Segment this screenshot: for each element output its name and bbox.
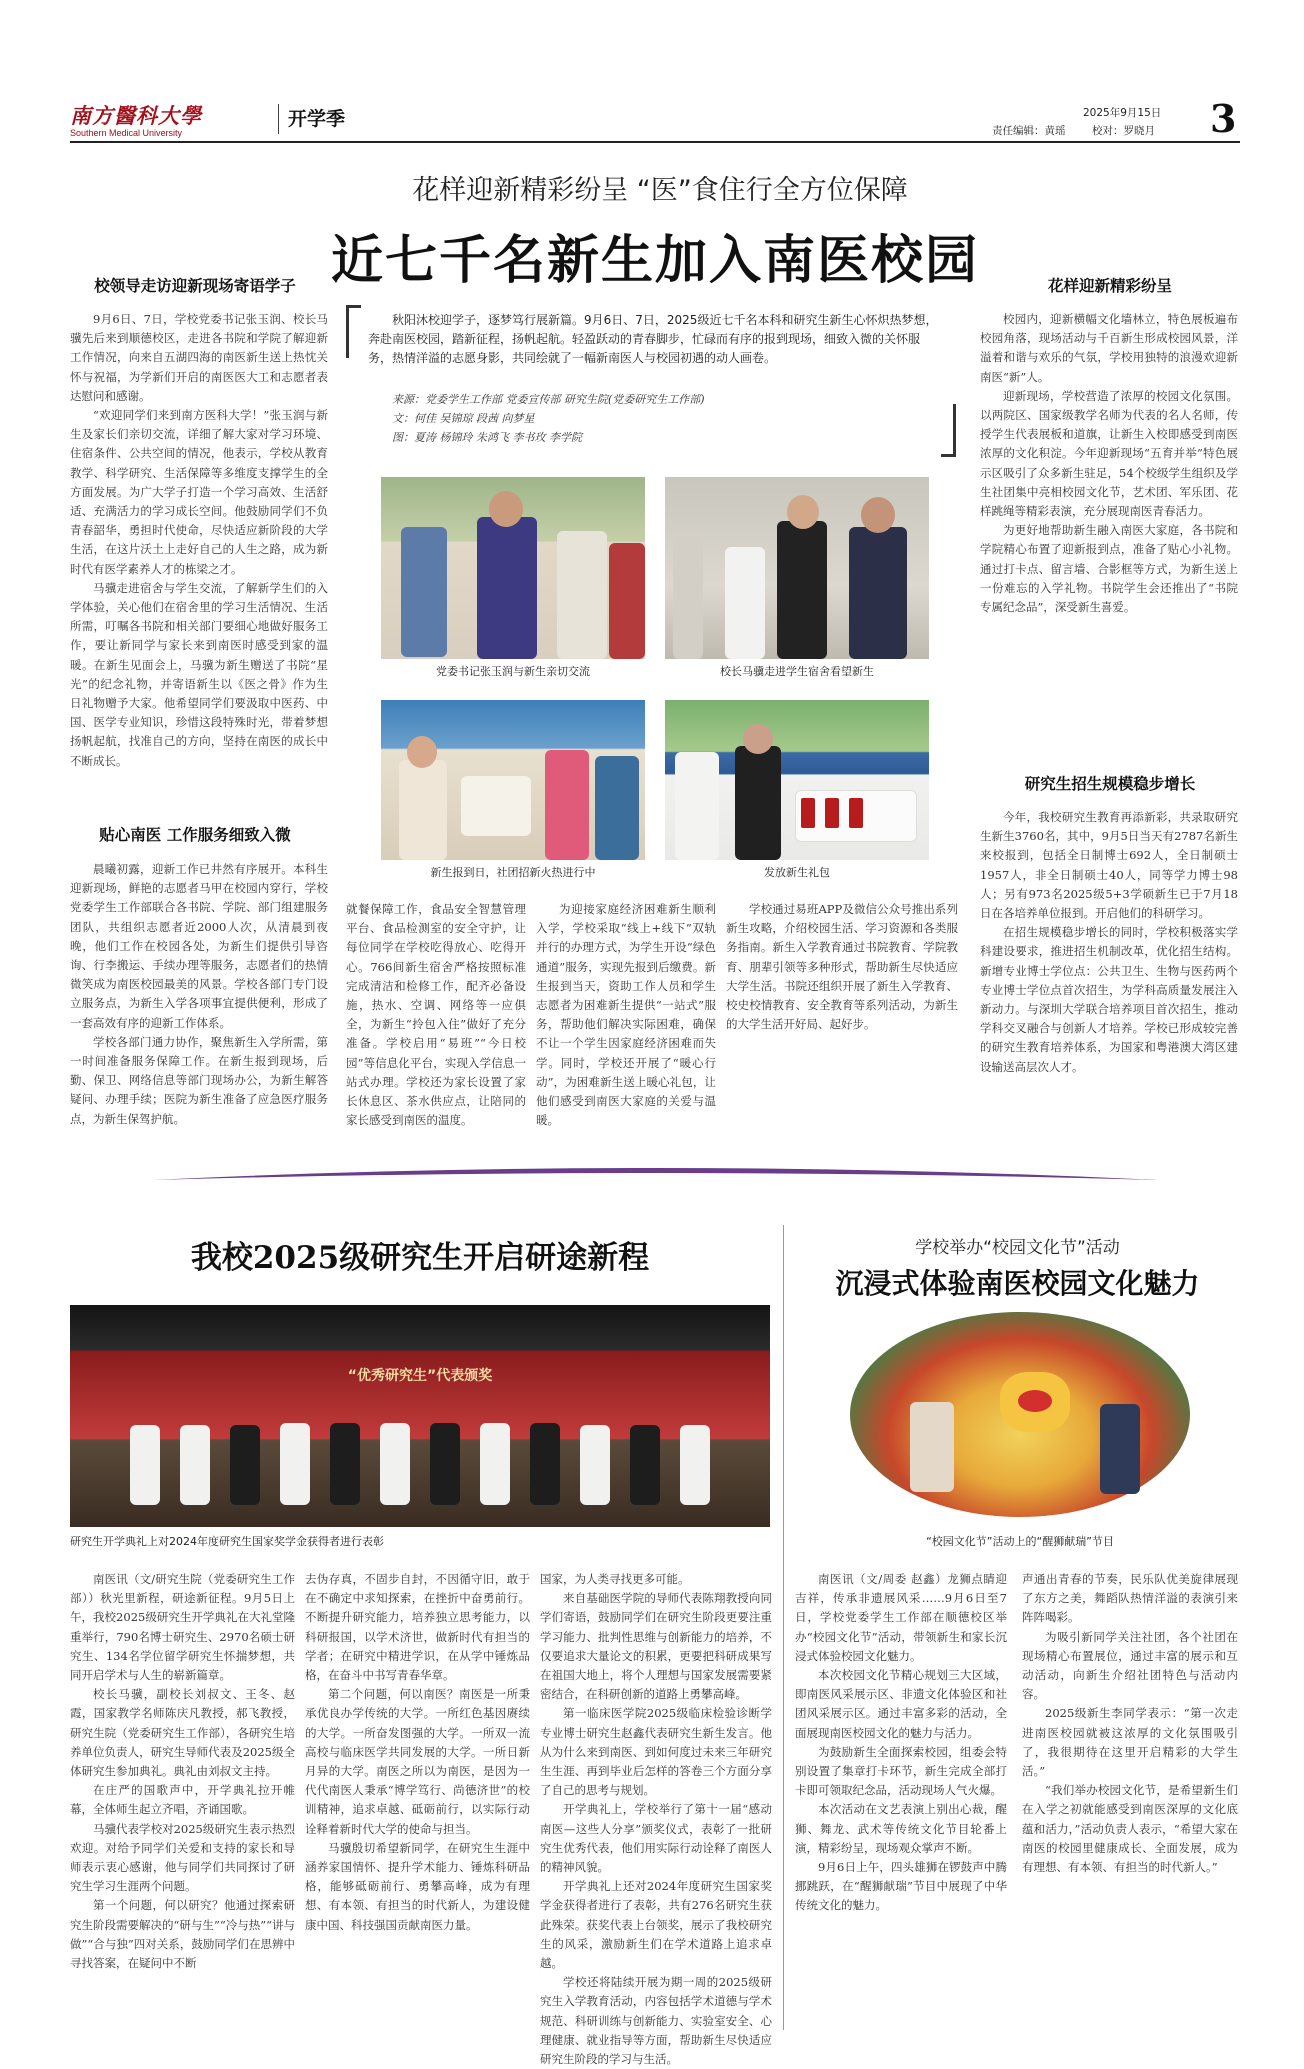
paragraph: 开学典礼上，学校举行了第十一届“感动南医—这些人分享”颁奖仪式，表彰了一批研究生优秀代表，他们用实际行动诠释了南医人的精神风貌。 — [540, 1802, 772, 1875]
caption-graduate-ceremony: 研究生开学典礼上对2024年度研究生国家奖学金获得者进行表彰 — [70, 1535, 384, 1548]
paragraph: 第二个问题，何以南医？南医是一所秉承优良办学传统的大学。一所红色基因赓续的大学。一所奋发图强的大学。一所双一流高校与临床医学共同发展的大学。一所日新月异的大学。南医之所以为南医，是因为一代代南医人秉承“博学笃行、尚德济世”的校训精神，追求卓越、砥砺前行，以实际行动诠释着新时代大学的使命与担当。 — [305, 1687, 530, 1836]
paragraph: 马骥殷切希望新同学，在研究生生涯中涵养家国情怀、提升学术能力、锤炼科研品格，能够砥砺前行、勇攀高峰，成为有理想、有本领、有担当的时代新人，为建设健康中国、科技强国贡献南医力量。 — [305, 1840, 530, 1932]
intro-text: 秋阳沐校迎学子，逐梦笃行展新篇。9月6日、7日，2025级近七千名本科和研究生新生心怀炽热梦想，奔赴南医校园，踏新征程，扬帆起航。轻盈跃动的青春脚步，忙碌而有序的报到现场，细致入微的关怀服务，热情洋溢的志愿身影，共同绘就了一幅新南医人与校园初遇的动人画卷。 — [368, 313, 938, 365]
photo-gift-packs — [665, 700, 929, 860]
paragraph: 在招生规模稳步增长的同时，学校积极落实学科建设要求，推进招生机制改革，优化招生结构。新增专业博士学位点：公共卫生、生物与医药两个专业博士学位点首次招生，为学科高质量发展注入新动力。与深圳大学联合培养项目首次招生，推动学科交叉融合与创新人才培养。学校已形成较完善的研究生教育培养体系，为国家和粤港澳大湾区建设输送高层次人才。 — [980, 925, 1238, 1074]
middle-column-3 — [726, 900, 958, 1150]
paragraph: 迎新现场，学校营造了浓厚的校园文化氛围。以两院区、国家级教学名师为代表的名人名师，传授学生代表展板和道旗，让新生入校即感受到南医浓厚的文化积淀。今年迎新现场“五育并举”特色展示区吸引了众多新生驻足，54个校级学生组织及学生社团集中亮相校园文化节，艺术团、军乐团、花样跳绳等精彩表演，充分展现南医青春活力。 — [980, 388, 1238, 519]
issue-date: 2025年9月15日 — [1083, 107, 1162, 119]
paragraph: 在庄严的国歌声中，开学典礼拉开帷幕，全体师生起立齐唱，齐诵国歌。 — [70, 1783, 295, 1817]
culture-column-1 — [795, 1570, 1007, 2030]
culture-kicker: 学校举办“校园文化节”活动 — [915, 1238, 1120, 1258]
paragraph: 开学典礼上还对2024年度研究生国家奖学金获得者进行了表彰，共有276名研究生获此殊荣。获奖代表上台领奖，展示了我校研究生的风采，激励新生们在学术道路上追求卓越。 — [540, 1879, 772, 1971]
subhead-welcome-activities: 花样迎新精彩纷呈 — [1047, 277, 1172, 295]
paragraph: 为鼓励新生全面探索校园，组委会特别设置了集章打卡环节，新生完成全部打卡即可领取纪念品，活动现场人气火爆。 — [795, 1744, 1007, 1798]
masthead-rule — [70, 141, 1240, 143]
culture-column-2 — [1022, 1570, 1238, 2030]
middle-column-1 — [346, 900, 526, 1150]
right-column-article-1 — [980, 310, 1238, 730]
intro-source: 来源：党委学生工作部 党委宣传部 研究生院(党委研究生工作部) — [392, 393, 705, 406]
intro-box — [346, 305, 956, 457]
subhead-graduate-enrollment: 研究生招生规模稳步增长 — [1024, 775, 1196, 793]
paragraph: 为更好地帮助新生融入南医大家庭，各书院和学院精心布置了迎新报到点，准备了贴心小礼物。通过打卡点、留言墙、合影框等方式，为新生送上一份难忘的入学礼物。书院学生会还推出了“书院专属纪念品”，深受新生喜爱。 — [980, 523, 1238, 615]
culture-headline: 沉浸式体验南医校园文化魅力 — [835, 1267, 1200, 1300]
photo-graduate-ceremony — [70, 1305, 770, 1527]
paragraph: 国家，为人类寻找更多可能。 — [540, 1572, 690, 1586]
paragraph: 为吸引新同学关注社团，各个社团在现场精心布置展位，通过丰富的展示和互动活动，向新生介绍社团特色与活动内容。 — [1022, 1629, 1238, 1702]
paragraph: 学校通过易班APP及微信公众号推出系列新生攻略，介绍校园生活、学习资源和各类服务指南。新生入学教育通过书院教育、学院教育、朋辈引领等多种形式，帮助新生尽快适应大学生活。书院还组织开展了新生入学教育、校史校情教育、安全教育等系列活动，为新生的大学生活开好局、起好步。 — [726, 902, 958, 1032]
caption-lion-dance: “校园文化节”活动上的“醒狮献瑞”节目 — [926, 1535, 1114, 1548]
photo-lion-dance — [850, 1312, 1190, 1517]
paragraph: 来自基础医学院的导师代表陈翔教授向同学们寄语，鼓励同学们在研究生阶段更要注重学习能力、批判性思维与创新能力的培养，不仅要追求大量论文的积累，更要把科研成果写在祖国大地上，将个人理想与国家发展需要紧密结合，在科研创新的道路上勇攀高峰。 — [540, 1591, 772, 1702]
caption-club-recruit: 新生报到日，社团招新火热进行中 — [430, 866, 596, 879]
paragraph: 南医讯（文/研究生院（党委研究生工作部））秋光里新程，研途新征程。9月5日上午，我校2025级研究生开学典礼在大礼堂隆重举行，790名博士研究生、2970名硕士研究生、134名学位留学研究生怀揣梦想，共同开启学术与人生的崭新篇章。 — [70, 1572, 295, 1683]
paragraph: 学校各部门通力协作，聚焦新生入学所需，第一时间准备服务保障工作。在新生报到现场，后勤、保卫、网络信息等部门现场办公，为新生解答疑问、办理手续；医院为新生准备了应急医疗服务点，为新生保驾护航。 — [70, 1034, 328, 1126]
left-column-article-1 — [70, 310, 328, 771]
paragraph: 9月6日、7日，学校党委书记张玉润、校长马骥先后来到顺德校区，走进各书院和学院了解迎新工作情况，向来自五湖四海的南医新生送上热忱关怀与祝福，为学新们开启的南医医大工和志愿者表达慰问和感谢。 — [70, 312, 328, 403]
paragraph: 今年，我校研究生教育再添新彩，共录取研究生新生3760名，其中，9月5日当天有2787名新生来校报到，包括全日制博士692人，全日制硕士1957人，非全日制硕士40人，同等学力博士98人；另有973名2025级5+3学硕新生已于7月18日在各培养单位报到。开启他们的科研学习。 — [980, 810, 1238, 921]
section-divider — [150, 1160, 1160, 1194]
graduate-column-1 — [70, 1570, 295, 2030]
middle-column-2 — [536, 900, 716, 1150]
logo-cn: 南方醫科大學 — [70, 103, 202, 128]
lead-kicker: 花样迎新精彩纷呈 “医”食住行全方位保障 — [412, 175, 908, 206]
paragraph: 为迎接家庭经济困难新生顺利入学，学校采取“线上+线下”双轨并行的办理方式，为学生开设“绿色通道”服务，实现先报到后缴费。新生报到当天，资助工作人员和学生志愿者为困难新生提供“一站式”服务，帮助他们解决实际困难，确保不让一个学生因家庭经济困难而失学。同时，学校还开展了“暖心行动”，为困难新生送上暖心礼包，让他们感受到南医大家庭的关爱与温暖。 — [536, 902, 716, 1128]
university-logo — [70, 100, 202, 138]
intro-authors: 文：何佳 吴锦琼 段茜 向梦星 — [392, 412, 535, 425]
logo-en: Southern Medical University — [70, 128, 183, 138]
intro-bracket-left — [346, 305, 361, 358]
photo-party-secretary — [381, 477, 645, 659]
bottom-column-rule — [783, 1225, 784, 2030]
paragraph: 第一个问题，何以研究？他通过探索研究生阶段需要解决的“研与生”“冷与热”“讲与做”“合与独”四对关系，鼓励同学们在思辨中寻找答案，在疑问中不断 — [70, 1898, 295, 1971]
paragraph: 学校还将陆续开展为期一周的2025级研究生入学教育活动，内容包括学术道德与学术规范、科研训练与创新能力、实验室安全、心理健康、就业指导等方面，帮助新生尽快适应研究生阶段的学习与生活。 — [540, 1975, 772, 2067]
paragraph: 就餐保障工作，食品安全智慧管理平台、食品检测室的安全守护，让每位同学在学校吃得放心、吃得开心。766间新生宿舍严格按照标准完成清洁和检修工作，配齐必备设施，热水、空调、网络等一应俱全，为新生“拎包入住”做好了充分准备。学校启用“易班”“今日校园”等信息化平台，实现入学信息一站式办理。学校还为家长设置了家长休息区、茶水供应点，让陪同的家长感受到南医的温度。 — [346, 902, 526, 1128]
responsible-editor: 责任编辑：黄瑶 — [992, 125, 1066, 137]
paragraph: 本次校园文化节精心规划三大区域，即南医风采展示区、非遗文化体验区和社团风采展示区。通过丰富多彩的活动，全面展现南医校园文化的魅力与活力。 — [795, 1668, 1007, 1740]
paragraph: 马骥走进宿舍与学生交流，了解新学生们的入学体验，关心他们在宿舍里的学习生活情况、生活所需，叮嘱各书院和相关部门要细心地做好服务工作，要让新同学与家长来到南医时感受到家的温暖。在新生见面会上，马骥为新生赠送了书院“星光”的纪念礼物，并寄语新生以《医之骨》作为生日礼物赠予大家。他希望同学们要汲取中医药、中国、医学专业知识，珍惜这段特殊时光，带着梦想扬帆起航，找准自己的方向，坚持在南医的成长中不断成长。 — [70, 580, 328, 768]
photo-president-dorm — [665, 477, 929, 659]
proofreader: 校对：罗晓月 — [1092, 125, 1155, 137]
paragraph: 9月6日上午，四头雄狮在锣鼓声中腾挪跳跃，在“醒狮献瑞”节目中展现了中华传统文化的魅力。 — [795, 1860, 1007, 1913]
paragraph: 第一临床医学院2025级临床检验诊断学专业博士研究生赵鑫代表研究生新生发言。他从为什么来到南医、到如何度过未来三年研究生生涯、再到毕业后怎样的答卷三个方面分享了自己的思考与规划。 — [540, 1706, 772, 1798]
caption-gift-packs: 发放新生礼包 — [764, 866, 830, 879]
graduate-headline: 我校2025级研究生开启研途新程 — [190, 1240, 650, 1276]
lead-headline: 近七千名新生加入南医校园 — [330, 230, 979, 291]
paragraph: 本次活动在文艺表演上别出心裁，醒狮、舞龙、武术等传统文化节目轮番上演，精彩纷呈，现场观众掌声不断。 — [795, 1802, 1007, 1855]
graduate-column-2 — [305, 1570, 530, 2030]
paragraph: 去伪存真，不固步自封，不因循守旧，敢于在不确定中求知探索，在挫折中奋勇前行。不断提升研究能力，培养独立思考能力，以科研报国，以学术济世，做新时代有担当的学者；在研究中精进学识，在从学中锤炼品格，在奋斗中书写青春华章。 — [305, 1572, 530, 1683]
graduate-column-3-main — [540, 1570, 772, 2067]
paragraph: 晨曦初露，迎新工作已井然有序展开。本科生迎新现场，鲜艳的志愿者马甲在校园内穿行，学校党委学生工作部联合各书院、学院、部门组建服务团队，共组织志愿者近2000人次，从清晨到夜晚，他们工作在校园各处，为新生们提供引导咨询、行李搬运、手续办理等服务，志愿者们的热情微笑成为南医校园最美的风景。学校各部门专门设立服务点，为新生入学各项事宜提供便利，形成了一套高效有序的迎新工作体系。 — [70, 862, 328, 1030]
paragraph: “我们举办校园文化节，是希望新生们在入学之初就能感受到南医深厚的文化底蕴和活力，”活动负责人表示，“希望大家在南医的校园里健康成长、全面发展，成为有理想、有本领、有担当的时代新人。” — [1022, 1783, 1238, 1875]
ceremony-banner: “优秀研究生”代表颁奖 — [347, 1368, 493, 1384]
paragraph: 声通出青春的节奏，民乐队优美旋律展现了东方之美，舞蹈队热情洋溢的表演引来阵阵喝彩。 — [1022, 1572, 1238, 1625]
page-number: 3 — [1210, 96, 1237, 141]
caption-party-secretary: 党委书记张玉润与新生亲切交流 — [436, 665, 590, 678]
subhead-leaders-visit: 校领导走访迎新现场寄语学子 — [94, 277, 296, 295]
section-title: 开学季 — [288, 108, 346, 130]
left-column-article-2 — [70, 860, 328, 1160]
caption-president-dorm: 校长马骥走进学生宿舍看望新生 — [720, 665, 874, 678]
paragraph: 马骥代表学校对2025级研究生表示热烈欢迎。对给予同学们关爱和支持的家长和导师表示衷心感谢，他与同学们共同探讨了研究生学习生涯两个问题。 — [70, 1821, 295, 1894]
right-column-article-2 — [980, 808, 1238, 1158]
subhead-service: 贴心南医 工作服务细致入微 — [99, 826, 291, 844]
paragraph: 校园内，迎新横幅文化墙林立，特色展板遍布校园角落，现场活动与千百新生形成校园风景，洋溢着和谐与欢乐的气氛，学校用独特的浪漫欢迎新南医“新”人。 — [980, 312, 1238, 384]
intro-bracket-right — [941, 404, 956, 457]
paragraph: 校长马骥，副校长刘叔文、王冬、赵霞，国家教学名师陈庆凡教授，郝飞教授，研究生院（党委研究生工作部），各研究生培养单位负责人，研究生导师代表及2025级全体研究生参加典礼。典礼由刘叔文主持。 — [70, 1687, 295, 1779]
paragraph: “欢迎同学们来到南方医科大学！”张玉润与新生及家长们亲切交流，详细了解大家对学习环境、住宿条件、公共空间的情况，他表示，学校从教育教学、科学研究、生活保障等多维度支撑学生的全方面发展。为广大学子打造一个学习高效、生活舒适、充满活力的学习成长空间。他鼓励同学们不负青春韶华，勇担时代使命，尽快适应新阶段的大学生活，在这片沃土上走好自己的人生之路，成为新时代有医学素养人才的栋梁之才。 — [70, 408, 328, 576]
logo-divider — [278, 104, 279, 134]
paragraph: 南医讯（文/周委 赵鑫）龙狮点睛迎吉祥，传承非遗展风采……9月6日至7日，学校党委学生工作部在顺德校区举办“校园文化节”活动，带领新生和家长沉浸式体验校园文化魅力。 — [795, 1572, 1007, 1663]
masthead — [70, 96, 1240, 141]
photo-club-recruit — [381, 700, 645, 860]
paragraph: 2025级新生李同学表示：“第一次走进南医校园就被这浓厚的文化氛围吸引了，我很期待在这里开启精彩的大学生活。” — [1022, 1706, 1238, 1779]
intro-photographers: 图：夏涛 杨锦玲 朱鸿飞 李书玫 李学院 — [392, 431, 582, 444]
